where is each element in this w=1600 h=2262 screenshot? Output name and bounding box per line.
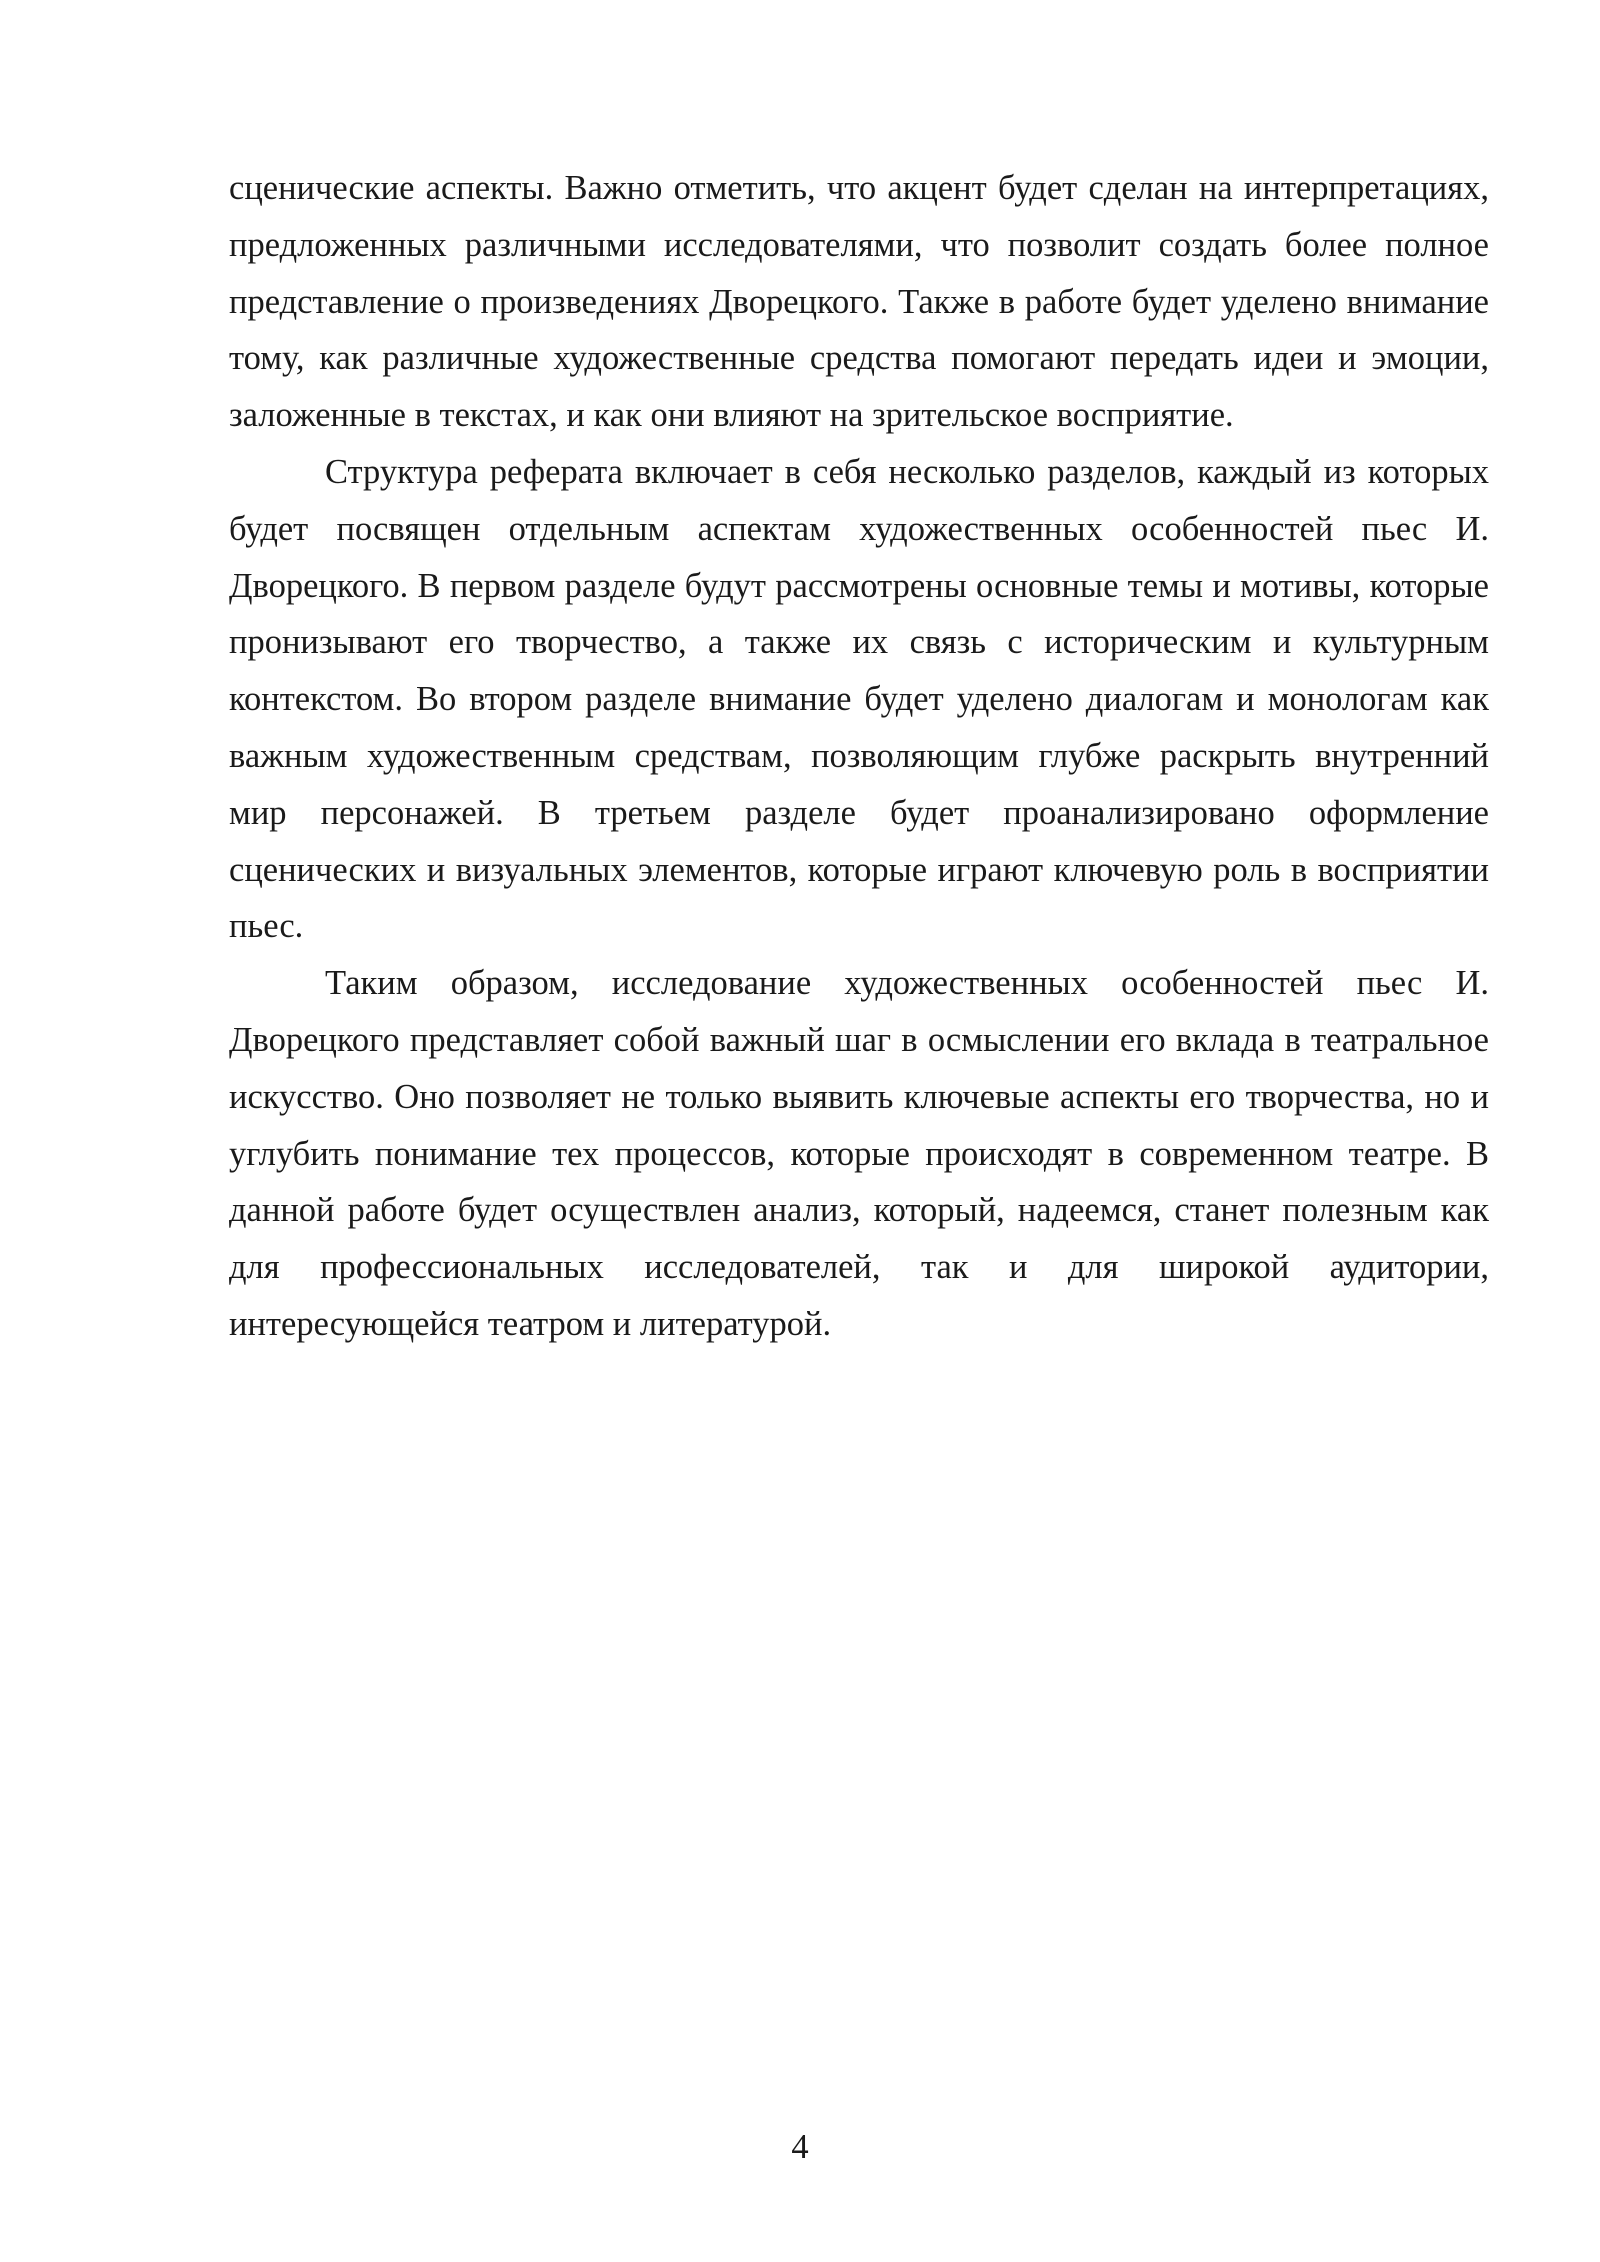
paragraph-structure: Структура реферата включает в себя несколько разделов, каждый из которых будет посвящен отдельным аспектам художественных особенностей пьес И. Дворецкого. В первом разделе будут рассмотрены основные темы и мотивы, которые пронизывают его творчество, а также их связь с историческим и культурным контекстом. Во втором разделе внимание будет уделено диалогам и монологам как важным художественным средствам, позволяющим глубже раскрыть внутренний мир персонажей. В третьем разделе будет проанализировано оформление сценических и визуальных элементов, которые играют ключевую роль в восприятии пьес. — [229, 452, 1489, 946]
document-body — [229, 160, 1489, 1353]
paragraph-conclusion: Таким образом, исследование художественных особенностей пьес И. Дворецкого представляет собой важный шаг в осмыслении его вклада в театральное искусство. Оно позволяет не только выявить ключевые аспекты его творчества, но и углубить понимание тех процессов, которые происходят в современном театре. В данной работе будет осуществлен анализ, который, надеемся, станет полезным как для профессиональных исследователей, так и для широкой аудитории, интересующейся театром и литературой. — [229, 964, 1489, 1343]
page-number: 4 — [791, 2128, 809, 2166]
paragraph-continuation: сценические аспекты. Важно отметить, что акцент будет сделан на интерпретациях, предложенных различными исследователями, что позволит создать более полное представление о произведениях Дворецкого. Также в работе будет уделено внимание тому, как различные художественные средства помогают передать идеи и эмоции, заложенные в текстах, и как они влияют на зрительское восприятие. — [229, 169, 1489, 435]
